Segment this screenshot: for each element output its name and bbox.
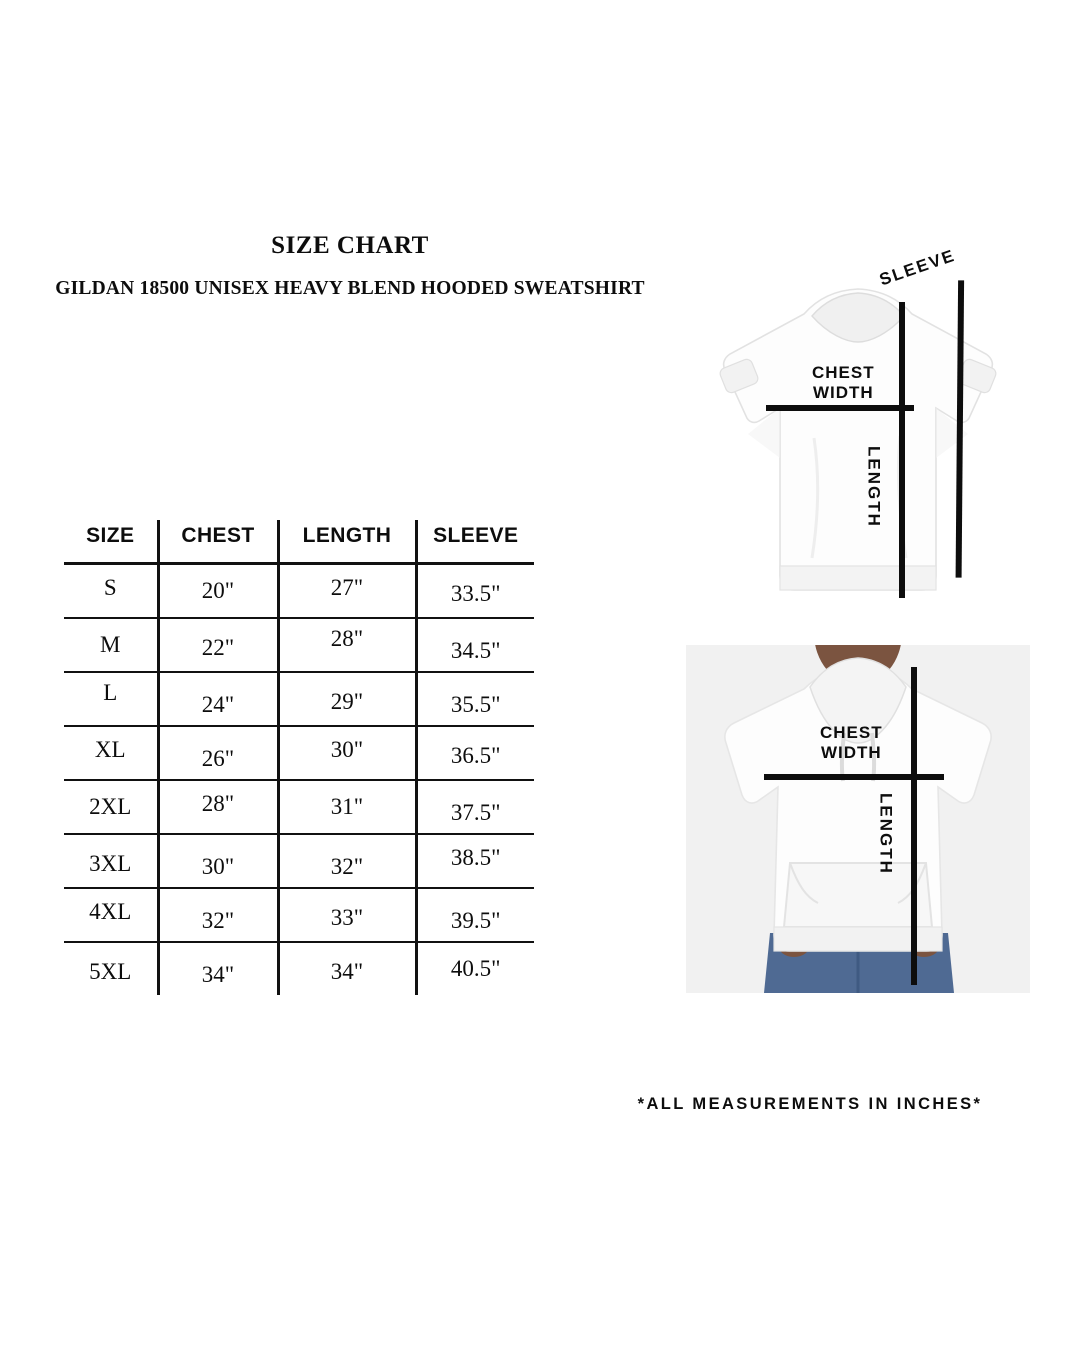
hoodie-illustration (686, 645, 1030, 993)
cell-size: XL (64, 726, 158, 780)
cell-length: 27" (278, 564, 416, 619)
cell-chest: 28" (158, 780, 278, 834)
cell-sleeve: 36.5" (416, 726, 534, 780)
cell-length: 34" (278, 942, 416, 995)
column-header-sleeve: SLEEVE (416, 520, 534, 564)
measurements-footnote: *ALL MEASUREMENTS IN INCHES* (637, 1095, 983, 1113)
cell-length: 30" (278, 726, 416, 780)
table-row (64, 942, 534, 995)
column-header-length: LENGTH (278, 520, 416, 564)
cell-size: L (64, 672, 158, 726)
page-subtitle: GILDAN 18500 UNISEX HEAVY BLEND HOODED SWEATSHIRT (55, 278, 645, 299)
cell-length: 31" (278, 780, 416, 834)
cell-sleeve: 35.5" (416, 672, 534, 726)
table-row (64, 672, 534, 726)
table-row (64, 726, 534, 780)
cell-sleeve: 39.5" (416, 888, 534, 942)
length-label-top: LENGTH (864, 446, 884, 528)
sweatshirt-illustration (686, 258, 1030, 626)
cell-sleeve: 37.5" (416, 780, 534, 834)
hoodie-diagram (686, 645, 1030, 993)
table-row (64, 834, 534, 888)
column-header-size: SIZE (64, 520, 158, 564)
table-header-row (64, 520, 534, 564)
column-header-chest: CHEST (158, 520, 278, 564)
cell-chest: 26" (158, 726, 278, 780)
cell-size: S (64, 564, 158, 619)
length-label-bottom: LENGTH (876, 793, 896, 875)
cell-sleeve: 40.5" (416, 942, 534, 995)
cell-chest: 20" (158, 564, 278, 619)
table-row (64, 564, 534, 619)
cell-length: 29" (278, 672, 416, 726)
size-chart-table (64, 520, 534, 995)
cell-chest: 24" (158, 672, 278, 726)
cell-length: 32" (278, 834, 416, 888)
cell-chest: 34" (158, 942, 278, 995)
cell-sleeve: 34.5" (416, 618, 534, 672)
chest-width-label-bottom: CHEST WIDTH (820, 723, 883, 762)
cell-chest: 22" (158, 618, 278, 672)
chest-width-label-top: CHEST WIDTH (812, 363, 875, 402)
cell-length: 28" (278, 618, 416, 672)
cell-chest: 32" (158, 888, 278, 942)
cell-chest: 30" (158, 834, 278, 888)
page-title: SIZE CHART (271, 232, 429, 259)
cell-size: 5XL (89, 959, 132, 984)
table-row (64, 780, 534, 834)
cell-size: 4XL (64, 888, 158, 942)
cell-size: 3XL (64, 834, 158, 888)
cell-length: 33" (278, 888, 416, 942)
table-row (64, 888, 534, 942)
table-row (64, 618, 534, 672)
cell-sleeve: 33.5" (416, 564, 534, 619)
sleeve-label-top: SLEEVE (876, 245, 958, 290)
cell-sleeve: 38.5" (416, 834, 534, 888)
cell-size: 2XL (64, 780, 158, 834)
cell-size: M (64, 618, 158, 672)
title-block (0, 232, 700, 300)
sweatshirt-diagram (686, 245, 1030, 626)
